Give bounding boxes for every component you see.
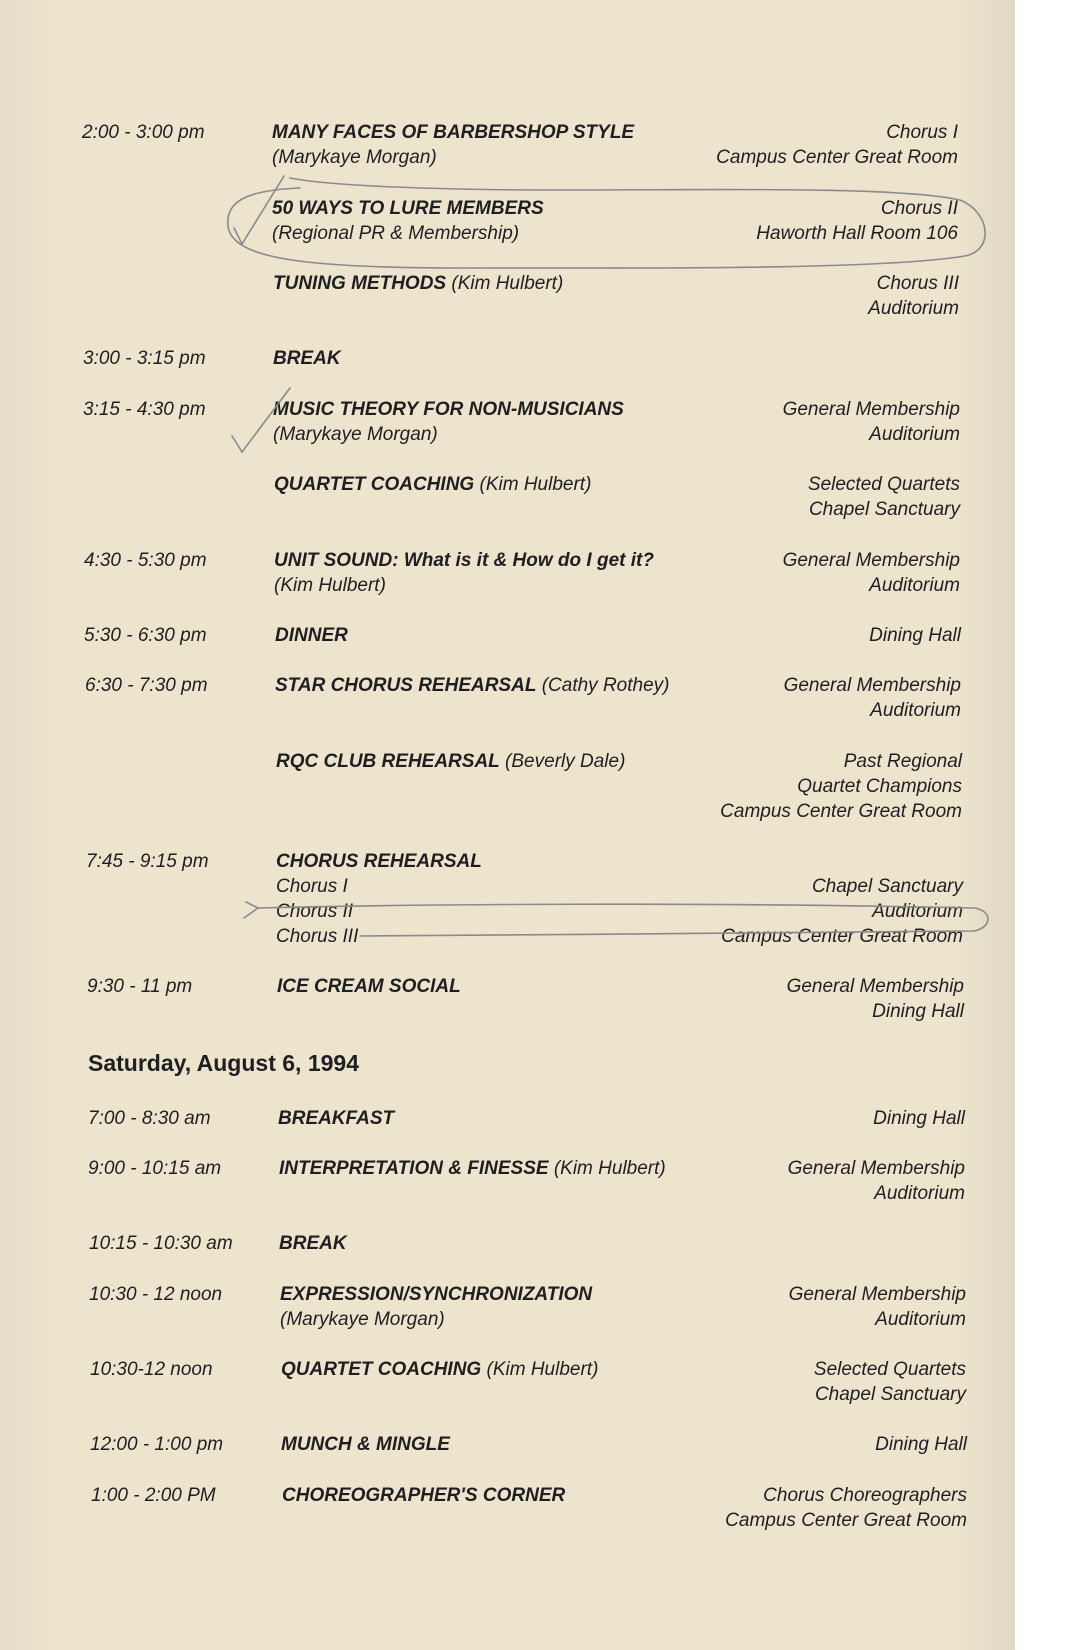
location-line: Auditorium — [869, 424, 960, 445]
session-title: TUNING METHODS — [273, 273, 447, 294]
session-info — [273, 271, 563, 296]
session-time: 12:00 - 1:00 pm — [90, 1434, 224, 1455]
location-line: Dining Hall — [873, 1108, 965, 1129]
session-presenter: (Marykaye Morgan) — [272, 147, 437, 168]
session-time: 9:00 - 10:15 am — [88, 1158, 222, 1179]
session-presenter: (Kim Hulbert) — [481, 1359, 599, 1380]
session-title: UNIT SOUND: What is it & How do I get it? — [274, 550, 654, 571]
session-info — [272, 196, 544, 246]
session-title: QUARTET COACHING — [281, 1359, 482, 1380]
session-info — [275, 623, 348, 648]
session-location — [540, 397, 960, 447]
session-info — [279, 1231, 347, 1256]
location-line: General Membership — [786, 976, 964, 997]
session-time: 6:30 - 7:30 pm — [85, 675, 208, 696]
session-location — [547, 1432, 967, 1457]
session-title: STAR CHORUS REHEARSAL — [275, 675, 537, 696]
pencil-arrow-head — [244, 902, 258, 918]
session-presenter: (Kim Hulbert) — [274, 575, 386, 596]
session-info — [276, 849, 482, 949]
location-line: Chapel Sanctuary — [814, 1384, 966, 1405]
location-line: Selected Quartets — [813, 1359, 966, 1380]
location-line: Campus Center Great Room — [716, 147, 958, 168]
session-time: 1:00 - 2:00 PM — [91, 1485, 216, 1506]
session-location — [545, 1156, 965, 1206]
session-location — [540, 548, 960, 598]
session-title: BREAK — [273, 348, 341, 369]
session-location — [546, 1357, 966, 1407]
location-line: Auditorium — [874, 1183, 965, 1204]
location-line: Campus Center Great Room — [721, 926, 963, 947]
session-time: 10:30 - 12 noon — [89, 1284, 223, 1305]
chorus-group: Chorus I — [276, 876, 348, 897]
session-time: 3:15 - 4:30 pm — [83, 399, 206, 420]
location-line: Chapel Sanctuary — [808, 499, 960, 520]
location-line: General Membership — [782, 399, 960, 420]
session-title: EXPRESSION/SYNCHRONIZATION — [280, 1284, 593, 1305]
session-presenter: (Marykaye Morgan) — [273, 424, 438, 445]
session-location — [542, 749, 962, 824]
session-info — [273, 346, 341, 371]
session-info — [281, 1432, 450, 1457]
location-line: General Membership — [783, 675, 961, 696]
location-line: Quartet Champions — [797, 776, 962, 797]
session-title: RQC CLUB REHEARSAL — [276, 751, 500, 772]
session-presenter: (Beverly Dale) — [499, 751, 626, 772]
session-time: 5:30 - 6:30 pm — [84, 625, 207, 646]
session-location — [546, 1282, 966, 1332]
location-line: Auditorium — [868, 298, 959, 319]
session-time: 10:15 - 10:30 am — [89, 1233, 233, 1254]
location-line: Past Regional — [843, 751, 962, 772]
session-location — [539, 271, 959, 321]
location-line: Dining Hall — [875, 1434, 967, 1455]
location-line: Chorus III — [876, 273, 959, 294]
chorus-group: Chorus III — [276, 926, 359, 947]
location-line: Auditorium — [869, 575, 960, 596]
session-time: 3:00 - 3:15 pm — [83, 348, 206, 369]
location-line: Chorus I — [886, 122, 958, 143]
session-location — [541, 673, 961, 723]
session-title: DINNER — [275, 625, 348, 646]
location-line: General Membership — [788, 1284, 966, 1305]
location-line: Dining Hall — [872, 1001, 964, 1022]
session-presenter: (Regional PR & Membership) — [272, 223, 520, 244]
session-title: QUARTET COACHING — [274, 474, 475, 495]
session-title: CHOREOGRAPHER'S CORNER — [282, 1485, 566, 1506]
session-title: ICE CREAM SOCIAL — [277, 976, 461, 997]
session-time: 2:00 - 3:00 pm — [82, 122, 205, 143]
session-title: BREAK — [279, 1233, 347, 1254]
session-title: MANY FACES OF BARBERSHOP STYLE — [272, 122, 635, 143]
session-location — [545, 1106, 965, 1131]
session-info — [277, 974, 461, 999]
session-time: 4:30 - 5:30 pm — [84, 550, 207, 571]
session-location — [547, 1483, 967, 1533]
session-time: 10:30-12 noon — [90, 1359, 213, 1380]
session-presenter: (Kim Hulbert) — [446, 273, 564, 294]
location-line: Dining Hall — [869, 625, 961, 646]
chorus-group: Chorus II — [276, 901, 354, 922]
location-line: Chorus Choreographers — [763, 1485, 967, 1506]
location-line: Campus Center Great Room — [725, 1510, 967, 1531]
session-location — [543, 849, 963, 949]
location-line: Auditorium — [872, 901, 963, 922]
session-time: 9:30 - 11 pm — [87, 976, 193, 997]
location-line: Chorus II — [880, 198, 958, 219]
location-line: Haworth Hall Room 106 — [756, 223, 958, 244]
session-presenter: (Marykaye Morgan) — [280, 1309, 445, 1330]
session-presenter: (Kim Hulbert) — [474, 474, 592, 495]
session-time: 7:00 - 8:30 am — [88, 1108, 211, 1129]
session-title: MUSIC THEORY FOR NON-MUSICIANS — [273, 399, 624, 420]
session-location — [540, 472, 960, 522]
location-line: Campus Center Great Room — [720, 801, 962, 822]
location-line: Auditorium — [870, 700, 961, 721]
session-presenter: (Cathy Rothey) — [536, 675, 670, 696]
session-info — [278, 1106, 394, 1131]
session-location — [538, 196, 958, 246]
location-line: Auditorium — [875, 1309, 966, 1330]
session-location — [544, 974, 964, 1024]
session-info — [282, 1483, 565, 1508]
session-location — [541, 623, 961, 648]
session-presenter: (Kim Hulbert) — [548, 1158, 666, 1179]
session-location — [538, 120, 958, 170]
session-title: INTERPRETATION & FINESSE — [279, 1158, 549, 1179]
session-title: BREAKFAST — [278, 1108, 395, 1129]
day-heading: Saturday, August 6, 1994 — [88, 1050, 359, 1076]
location-line — [543, 849, 963, 874]
session-title: MUNCH & MINGLE — [281, 1434, 450, 1455]
session-time: 7:45 - 9:15 pm — [86, 851, 209, 872]
location-line: General Membership — [787, 1158, 965, 1179]
location-line: Selected Quartets — [807, 474, 960, 495]
session-title: CHORUS REHEARSAL — [276, 851, 482, 872]
session-title: 50 WAYS TO LURE MEMBERS — [272, 198, 544, 219]
location-line: General Membership — [782, 550, 960, 571]
location-line: Chapel Sanctuary — [811, 876, 963, 897]
